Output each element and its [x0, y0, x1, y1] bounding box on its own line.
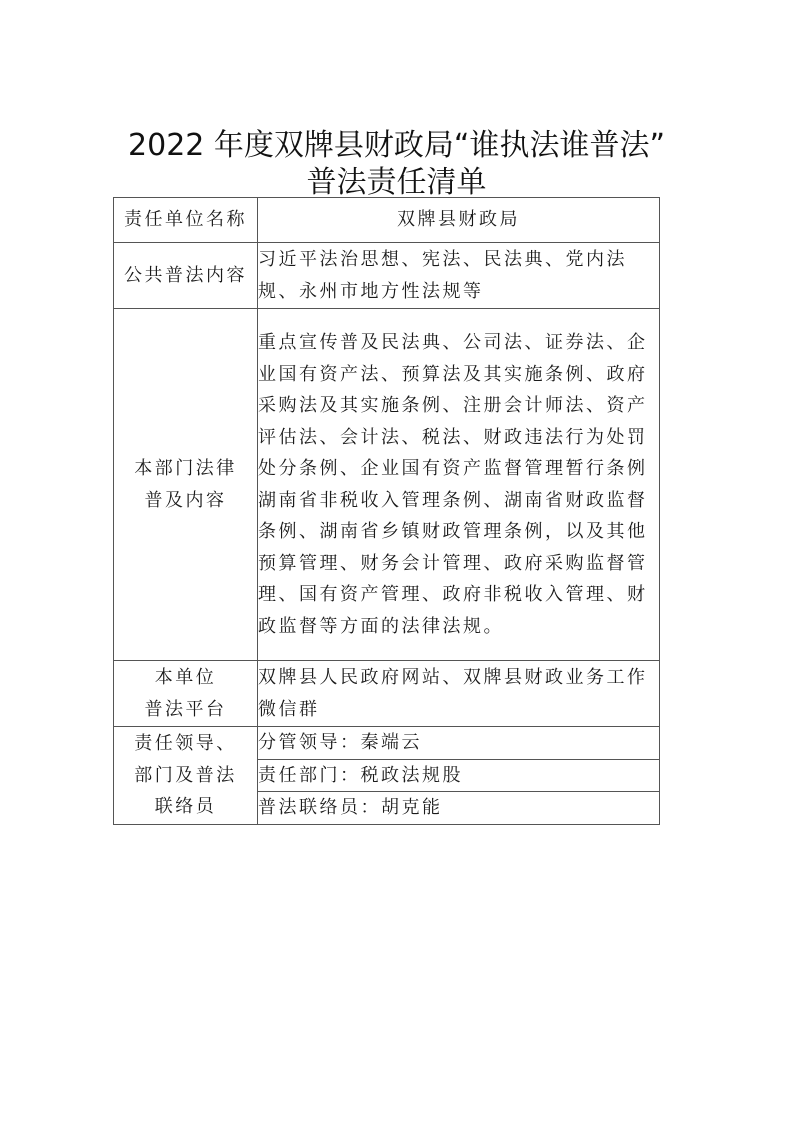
table-row: [114, 309, 660, 661]
liaison-value: 普法联络员：胡克能: [258, 792, 660, 825]
table-row: [114, 243, 660, 309]
public-content-label: 公共普法内容: [114, 243, 258, 309]
contacts-label-line-3: 联络员: [154, 796, 217, 817]
unit-name-value: 双牌县财政局: [258, 198, 660, 243]
responsibility-list-table: [113, 197, 660, 825]
contacts-label: [114, 727, 258, 825]
platform-label: [114, 661, 258, 727]
page-title: [0, 127, 793, 201]
title-line-2: 普法责任清单: [306, 165, 487, 200]
department-content-label-line-1: 本部门法律: [134, 458, 237, 479]
contacts-label-line-2: 部门及普法: [134, 764, 237, 786]
title-line-1: 2022 年度双牌县财政局“谁执法谁普法”: [128, 128, 665, 163]
platform-label-line-1: 本单位: [154, 667, 217, 688]
department-value: 责任部门：税政法规股: [258, 759, 660, 792]
contacts-label-line-1: 责任领导、: [134, 733, 237, 754]
department-content-label: [114, 309, 258, 661]
table-row: [114, 198, 660, 243]
department-content-value: 重点宣传普及民法典、公司法、证券法、企业国有资产法、预算法及其实施条例、政府采购法及其实施条例、注册会计师法、资产评估法、会计法、税法、财政违法行为处罚处分条例、企业国有资产监督管理暂行条例湖南省非税收入管理条例、湖南省财政监督条例、湖南省乡镇财政管理条例，以及其他预算管理、财务会计管理、政府采购监督管理、国有资产管理、政府非税收入管理、财政监督等方面的法律法规。: [258, 309, 660, 661]
department-content-label-line-2: 普及内容: [144, 489, 227, 511]
unit-name-label: 责任单位名称: [114, 198, 258, 243]
table-row: [114, 727, 660, 760]
public-content-value: 习近平法治思想、宪法、民法典、党内法规、永州市地方性法规等: [258, 243, 660, 309]
platform-label-line-2: 普法平台: [144, 698, 227, 720]
platform-value: 双牌县人民政府网站、双牌县财政业务工作微信群: [258, 661, 660, 727]
leader-value: 分管领导：秦端云: [258, 727, 660, 760]
table-row: [114, 661, 660, 727]
